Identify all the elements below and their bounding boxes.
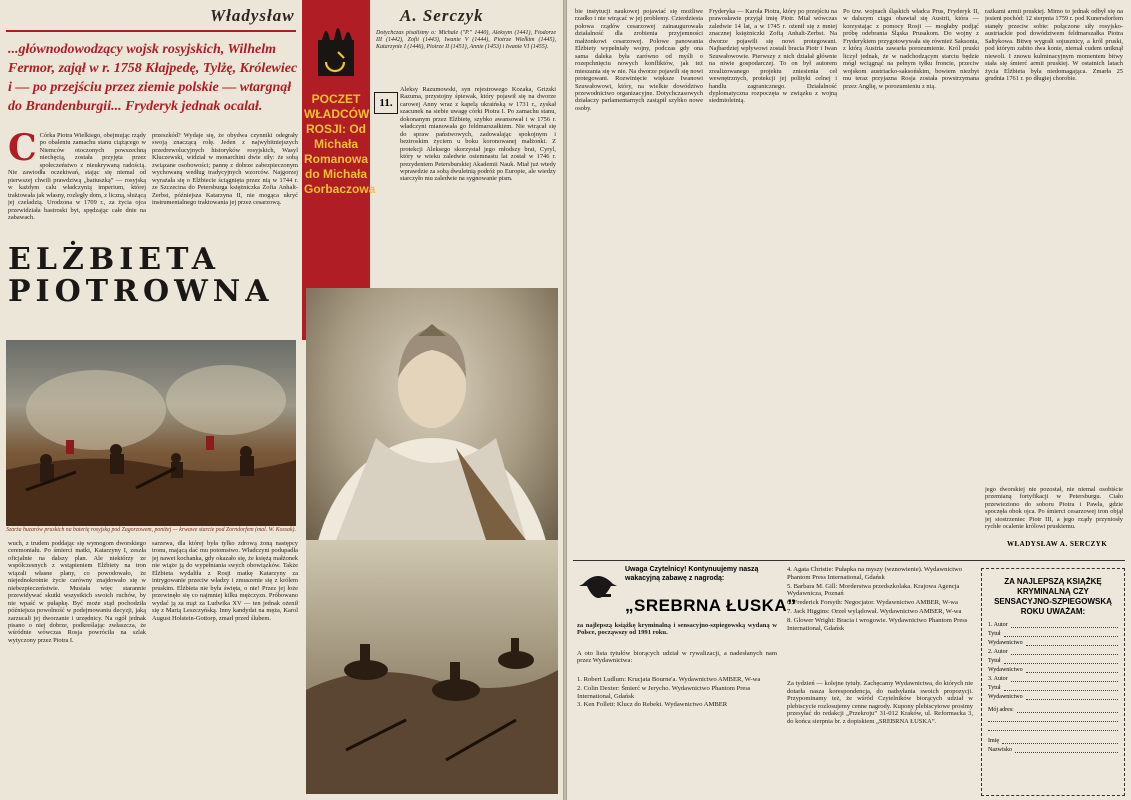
book-item: 7. Jack Higgins: Orzeł wylądował. Wydawnictwo AMBER, W-wa: [787, 607, 962, 615]
series-label: POCZET WŁADCÓW ROSJI: Od Michała Romanowa do Michała Gorbaczowa: [304, 92, 376, 196]
column-2: przeszkód? Wydaje się, że obydwa czynniki odegrały swoją znaczącą rolę. Jeden z najwybitniejszych przedrewolucyjnych historyków rosyjskich, Wasyl Kluczewski, widział w monarchini dwie siły: że sobą związane osobowości; pannę z dobrze zabezpieczonym wychowaną według tradycyjnych wzorców. Najgorzej wyrażała się o Elżbiecie ściągnięta przez nią w 1744 r. ze Szczecina do Petersburga księżniczka Zofia Anhalt-Zerbst, późniejsza Katarzyna II, nie mogąca ukryć instrumentalnego traktowania jej przez cesarzową.: [152, 132, 298, 207]
coupon-field[interactable]: 3. Autor: [988, 675, 1118, 682]
coupon-field[interactable]: 2. Autor: [988, 648, 1118, 655]
detective-silhouette-icon: [577, 566, 619, 608]
coupon-line[interactable]: [988, 715, 1118, 722]
book-item: 2. Colin Dexter: Śmierć w Jerycho. Wydawnictwo Phantom Press International, Gdańsk: [577, 684, 751, 700]
book-item: 3. Ken Follett: Klucz do Rebeki. Wydawnictwo AMBER: [577, 701, 728, 709]
battle-scene-illustration: [6, 340, 296, 526]
coupon-field[interactable]: 1. Autor: [988, 621, 1118, 628]
signature: WŁADYSŁAW A. SERCZYK: [1007, 540, 1108, 548]
header-author: Władysław: [210, 6, 295, 25]
book-list-left: [577, 676, 777, 710]
series-note: Dotychczas pisaliśmy o: Michale ("P." 1440), Aleksym (1441), Fiodorze III (1442), Zofii (1443), Iwanie V (1444), Piotrze Wielkim (1445), Katarzynie I (1446), Piotrze II (1451), Annie (1453) i Iwanie VI (1455).: [376, 30, 556, 50]
lead-quote: ...głównodowodzący wojsk rosyjskich, Wilhelm Fermor, zajął w r. 1758 Kłajpedę, Tylżę, Królewiec i — po przejściu przez ziemie polskie — wtargnął do Brandenburgii... Fryderyk jednak ocalał.: [8, 42, 298, 114]
book-item: 8. Glower Wright: Bracia i wrogowie. Wydawnictwo Phantom Press International, Gdańsk: [787, 616, 968, 632]
column-r3: Po tzw. wojnach śląskich władca Prus, Fryderyk II, w dalszym ciągu obawiał się Austrii, która — korzystając z pomocy Rosji — mogłaby podjąć próbę odebrania Śląska Prusakom. Do wojny z Fryderykiem przygotowywała się również Saksonia, z którą Austria zawarła porozumienie. Król pruski liczył jednak, że w nadchodzącym starciu będzie mógł wciągnąć na pełnym tyłku froncie, przeciw wojskom austriacko-saksońskim, bowiem niezbyt mu teraz przyjazna Rosja została powstrzymana przez Anglię, w porozumieniu z nią.: [843, 8, 979, 90]
divider: [6, 30, 296, 32]
book-item: 6. Frederick Forsyth: Negocjator. Wydawnictwo AMBER, W-wa: [787, 599, 958, 607]
coupon-field[interactable]: Tytuł: [988, 684, 1118, 691]
column-r1: bie instytucji naukowej pojawiać się możliwe rzadko i nie wtrącać w jej problemy. Czterdziesta połowa rządów cesarzowej zainaugurowała działalność dla zrobienia przyjemności małżonkowi cesarzowej. Polowe panowania Elżbiety wypełniały wojny, podczas gdy ona sama daleka była zarówno od myśli o rozepchnięciu nowych konfliktów, jak też mieszania się w nie. Na dworze pojawili się nowi protegowani. Rozwinięcie większe Iwanowi Szuwałowowi, który, na wielkie dowództwo przewodnictwo organizacyjne. Dotychczasowych działaczy parlamentarnych zastąpił szybko nowe osoby.: [575, 8, 703, 112]
title-line-1: ELŻBIETA: [8, 242, 221, 277]
coupon-field[interactable]: Wydawnictwo: [988, 693, 1118, 700]
right-page: [567, 0, 1131, 800]
column-bottom-1: wuch, z trudem poddając się wymogom dworskiego ceremoniału. Po śmierci matki, Katarzyny I, zeszła oficjalnie na dalszy plan. Ale niektórzy ze współczesnych z wstąpieniem Elżbiety na tron wiązali własne plany, co powodowało, że niejednokrotnie życie carówny znajdowało się w niebezpieczeństwie. Musiała więc starannie przewidywać skutki wszystkich swoich ruchów, by nie wpaść w pułapkę. Być może stąd pochodziła późniejsza powolność w podejmowaniu decyzji, jaką zarzucali jej dworzanie i urzędnicy. Na ogół jednak pisano o niej dobrze, podkreślając zwłaszcza, że wśródnie wówczas Rosja powróciła na szlak wytyczony przez Piotra I.: [8, 540, 146, 644]
coupon-name[interactable]: Imię: [988, 737, 1118, 744]
contest-intro: Uwaga Czytelnicy! Kontynuujemy naszą wakacyjną zabawę z nagrodą:: [625, 566, 759, 582]
coupon-surname[interactable]: Nazwisko: [988, 746, 1118, 753]
coupon-address[interactable]: Mój adres:: [988, 706, 1118, 713]
battle-painting: [6, 340, 296, 526]
coupon-fields: [982, 621, 1124, 753]
column-r4-end: jego dworskiej nie pozostał, nie niemal osobiście przemianą fortyfikacji w Petersburgu. Ciało przewieziono do soboru Piotra i Pawła, gdzie spoczęła obok ojca. Po śmierci cesarzowej tron objął jej siostrzeniec Piotr III, a jego rządy przyniosły rychłe ocalenie królowi pruskiemu.: [985, 486, 1123, 531]
book-list-right: [787, 566, 973, 633]
title-line-2: PIOTROWNA: [8, 274, 274, 309]
left-page: [0, 0, 563, 800]
cavalry-charge-illustration: [306, 540, 558, 794]
book-item: 1. Robert Ludlum: Krucjata Bourne'a. Wydawnictwo AMBER, W-wa: [577, 676, 761, 683]
coupon: [981, 568, 1125, 796]
series-number: 11.: [374, 92, 398, 114]
book-item: 5. Barbara M. Gill: Morderstwa przedszkolaka. Krajowa Agencja Wydawnicza, Poznań: [787, 582, 960, 598]
coupon-field[interactable]: Wydawnictwo: [988, 639, 1118, 646]
column-r2: Fryderyka — Karola Piotra, który po przejściu na prawosławie przyjął imię Piotr. Miał wówczas zaledwie 14 lat, a w 1745 r. ożenił się z mniej znacznej księżniczki Zofią Anhalt-Zerbst. Na dworze pojawili się nowi protegowani. Najbardziej wpływowi zostali bracia Piotr i Iwan Szuwałowowie. Pierwszy z nich działał głównie na niwie gospodarczej. To on był autorem zrealizowanego projektu zniesienia ceł wewnętrznych, protekcji jej polityki celnej i handlu zagranicznego. Działalność dyplomatyczna rozpoczęta w związku z wojną siedmioletnią.: [709, 8, 837, 105]
column-1: C Córka Piotra Wielkiego, obejmując rządy po obaleniu zamachu stanu ciążącego w Niemców otoczonych powszechną niechęcią, została przyjęta przez społeczeństwo z nieukrywaną radością. Nie zawiodła oczekiwań, stając się niemal od pierwszej chwili prawdziwą „batiuszką” — rosyjską w każdym calu władczynią imperium, której traktowała jak własny, rozległy dom, z liczną, służącą jej czeladzią. Urodzona w 1709 r., za życia ojca przewidziała bastroski byt, spędzając całe dnie na zabawach.: [8, 132, 146, 221]
contest-intro-2: A oto lista tytułów biorących udział w rywalizacji, a nadesłanych nam przez Wydawnictwa:: [577, 650, 777, 665]
coupon-line[interactable]: [988, 724, 1118, 731]
portrait-illustration: [306, 288, 558, 540]
column-r4: rażkami armii pruskiej. Mimo to jednak odbył się na jesieni pochód: 12 sierpnia 1759 r. pod Kunersdorfem stanęły przeciw sobie: połączone siły rosyjsko-austriackie pod dowództwem feldmarszałka Piotra Sałtykowa. Bitwę wygrali sojusznicy, a król pruski, pod którym zabito dwa konie, niemal cudem uniknął niewoli. I znowu kulminacyjnym momentem bitwy stała się śmierć armii pruskiej. W ostatnich latach życia Elżbieta była niedomagająca. Zmarła 25 grudnia 1761 r. po długiej chorobie.: [985, 8, 1123, 83]
coupon-field[interactable]: Tytuł: [988, 657, 1118, 664]
divider-contest: [573, 560, 1125, 561]
contest-end: Za tydzień — kolejne tytuły. Zachęcamy Wydawnictwa, do których nie dotarła nasza korespondencja, do nadsyłania swoich propozycji. Przypominamy też, że wśród Czytelników biorących udział w plebiscycie rozlosujemy cenne nagrody. Kupony plebiscytowe prosimy przesyłać do redakcji „Przekroju” 31-012 Kraków, ul. Reformacka 3, do końca sierpnia br. z dopiskiem „SREBRNA ŁUSKA”.: [787, 680, 973, 725]
kremlin-emblem-icon: [312, 10, 360, 82]
contest-subtitle: za najlepszą książkę kryminalną i sensacyjno-szpiegowską wydaną w Polsce, począwszy od 1991 roku.: [577, 622, 777, 637]
caption-battle: Szarża huzarów pruskich na baterię rosyjską pod Zagorzowem, poniżej — krwawe starcie pod Zorndorfem (mal. W. Kossak).: [6, 527, 296, 533]
column-3: Aleksy Razumowski, syn rejestrowego Kozaka, Grizski Razuma, przystojny śpiewak, który pojawił się na dworze carowej Anny wraz z kapelą ukraińską w 1731 r., zyskał szacunek na siebie uwagę córki Piotra I. Po zamachu stanu, dokonanym przez Elżbietę, szybko awansował i w 1756 r. władczyni mianowała go feldmarszałkiem. Nie wtrącał się do spraw państwowych, zadowalając spokojnym i beztroskim życiem u boku koronowanej małżonki. Z protekcji Aleksego skorzystał jego młodszy brat, Cyryl, który w wieku zaledwie osiemnastu lat został w 1746 r. prezydentem Petersburskiej Akademii Nauk. Miał już wtedy wprawdzie za sobą dwuletnią podróż po Europie, ale wiedzy starczyło mu zaledwie na sygnowanie pism.: [400, 86, 556, 183]
portrait-empress: [306, 288, 558, 540]
coupon-title: ZA NAJLEPSZĄ KSIĄŻKĘ KRYMINALNĄ CZY SENSACYJNO-SZPIEGOWSKĄ ROKU UWAŻAM:: [994, 577, 1112, 616]
drop-cap: C: [8, 132, 37, 169]
coupon-field[interactable]: Wydawnictwo: [988, 666, 1118, 673]
contest-title: „SREBRNA ŁUSKA”: [625, 596, 797, 615]
header-author-2: A. Serczyk: [400, 6, 484, 25]
column-bottom-2: sarzewa, dla której była tylko zdrową żoną następcy tronu, mającą dać mu potomstwo. Władczyni podupadła jej nawet kochanka, gdy okazało się, że księżą małżonek nie wiąże ją do wypełniania swych obowiązków. Także Elżbieta wydaliła z Rosji matkę Katarzyny za intrygowanie przeciw władzy i zmuszenie się z królem pruskim. Elżbieta nie była święta, o nie! Przez jej łoże przewinęło się co najmniej kilku mężczyzn. Próbowano wydać ją za mąż za Ludwika XV — ten jednak ożenił się z Marią Leszczyńską. Inny kandydat na męża, Karol August Holstein-Gottorp, zmarł przed ślubem.: [152, 540, 298, 622]
battle-painting-2: [306, 540, 558, 794]
book-item: 4. Agata Christie: Pułapka na myszy (wznowienie). Wydawnictwo Phantom Press International, Gdańsk: [787, 566, 963, 581]
coupon-field[interactable]: Tytuł: [988, 630, 1118, 637]
